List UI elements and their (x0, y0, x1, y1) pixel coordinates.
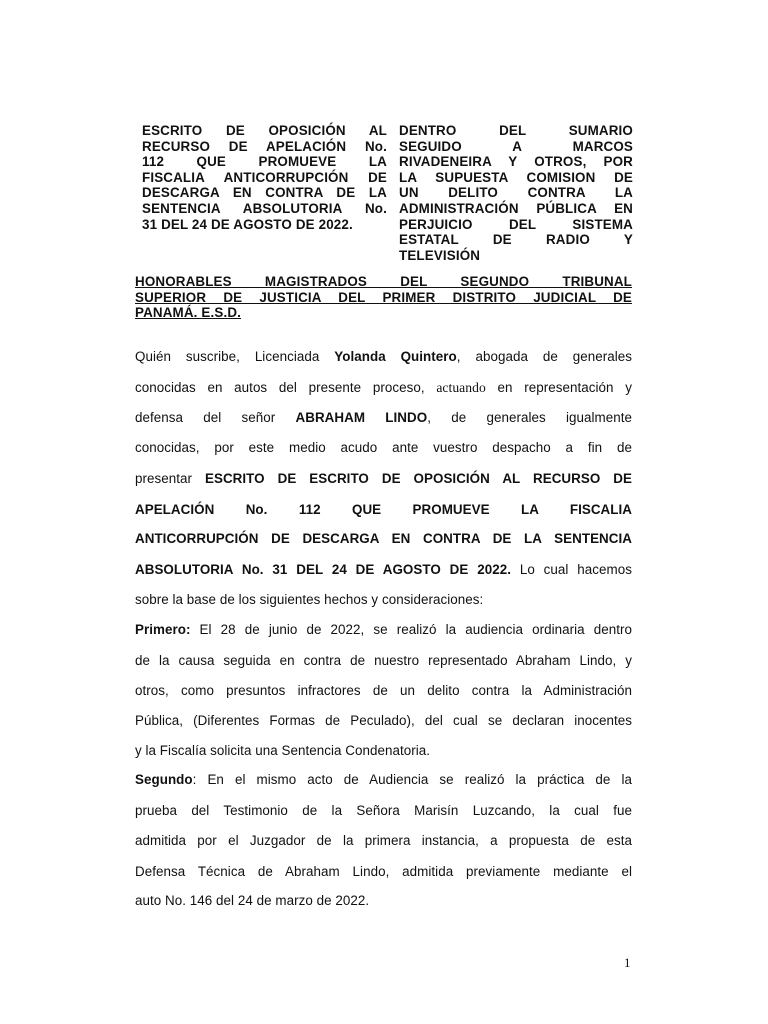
header-right-line: ADMINISTRACIÓN PÚBLICA EN (399, 200, 633, 216)
text-run: , abogada de generales (456, 349, 633, 364)
header-right-line: PERJUICIO DEL SISTEMA (399, 216, 633, 232)
intro-line: ANTICORRUPCIÓN DE DESCARGA EN CONTRA DE LA SENTENCIA (135, 531, 632, 546)
primero-line (135, 622, 632, 637)
segundo-line: prueba del Testimonio de la Señora Marisín Luzcando, la cual fue (135, 803, 632, 818)
header-left-line: SENTENCIA ABSOLUTORIA No. (142, 200, 387, 216)
header-left-line: ESCRITO DE OPOSICIÓN AL (142, 123, 387, 138)
page-number: 1 (624, 955, 631, 970)
header-right-line: RIVADENEIRA Y OTROS, POR (399, 154, 633, 170)
intro-line: conocidas, por este medio acudo ante vuestro despacho a fin de (135, 440, 632, 455)
addressee-line: PANAMÁ. E.S.D. (135, 305, 242, 321)
text-run: El 28 de junio de 2022, se realizó la audiencia ordinaria dentro (190, 622, 632, 637)
segundo-line: admitida por el Juzgador de la primera instancia, a propuesta de esta (135, 833, 632, 848)
primero-line: Pública, (Diferentes Formas de Peculado), del cual se declaran inocentes (135, 713, 632, 728)
primero-line: otros, como presuntos infractores de un delito contra la Administración (135, 683, 632, 698)
header-left-line: 31 DEL 24 DE AGOSTO DE 2022. (142, 216, 353, 232)
text-run: presentar (135, 471, 205, 486)
text-run: Lo cual hacemos (510, 562, 632, 577)
primero-line: y la Fiscalía solicita una Sentencia Condenatoria. (135, 743, 431, 758)
intro-line (135, 410, 632, 425)
header-right-line: UN DELITO CONTRA LA (399, 185, 633, 201)
intro-line (135, 349, 632, 364)
intro-line (135, 471, 632, 486)
header-left-line: DESCARGA EN CONTRA DE LA (142, 185, 387, 201)
text-run: Quién suscribe, Licenciada (135, 349, 335, 364)
header-right-line: SEGUIDO A MARCOS (399, 138, 633, 154)
signatory-name: Yolanda Quintero (334, 349, 457, 364)
header-right-line: TELEVISIÓN (399, 247, 481, 263)
text-run-bold: ESCRITO DE ESCRITO DE OPOSICIÓN AL RECURSO DE (205, 471, 632, 486)
text-run: , de generales igualmente (427, 410, 632, 425)
header-left-column (142, 123, 387, 232)
header-right-column (399, 123, 633, 263)
header-right-line: DENTRO DEL SUMARIO (399, 123, 633, 138)
intro-line: sobre la base de los siguientes hechos y consideraciones: (135, 592, 484, 607)
text-run: conocidas en autos del presente proceso, (135, 380, 437, 395)
header-left-line: FISCALIA ANTICORRUPCIÓN DE (142, 169, 387, 185)
text-run: en representación y (485, 380, 632, 395)
client-name: ABRAHAM LINDO (295, 410, 428, 425)
header-right-line: LA SUPUESTA COMISION DE (399, 169, 633, 185)
addressee-line: SUPERIOR DE JUSTICIA DEL PRIMER DISTRITO JUDICIAL DE (135, 289, 632, 305)
addressee-line: HONORABLES MAGISTRADOS DEL SEGUNDO TRIBUNAL (135, 274, 632, 289)
header-left-line: RECURSO DE APELACIÓN No. (142, 138, 387, 154)
header-left-line: 112 QUE PROMUEVE LA (142, 154, 387, 170)
intro-line (135, 380, 632, 396)
addressee-block (135, 274, 632, 321)
text-run-bold: ABSOLUTORIA No. 31 DEL 24 DE AGOSTO DE 2022. (135, 562, 511, 577)
segundo-line (135, 772, 632, 787)
segundo-label: Segundo (135, 772, 193, 787)
text-run: : En el mismo acto de Audiencia se realizó la práctica de la (192, 772, 632, 787)
intro-line: APELACIÓN No. 112 QUE PROMUEVE LA FISCALIA (135, 502, 632, 517)
intro-line (135, 562, 632, 577)
primero-label: Primero: (135, 622, 191, 637)
segundo-line: Defensa Técnica de Abraham Lindo, admitida previamente mediante el (135, 864, 632, 879)
text-run: defensa del señor (135, 410, 296, 425)
header-right-line: ESTATAL DE RADIO Y (399, 232, 633, 248)
primero-line: de la causa seguida en contra de nuestro representado Abraham Lindo, y (135, 653, 632, 668)
segundo-line: auto No. 146 del 24 de marzo de 2022. (135, 893, 370, 908)
text-run-serif: actuando (436, 380, 486, 395)
